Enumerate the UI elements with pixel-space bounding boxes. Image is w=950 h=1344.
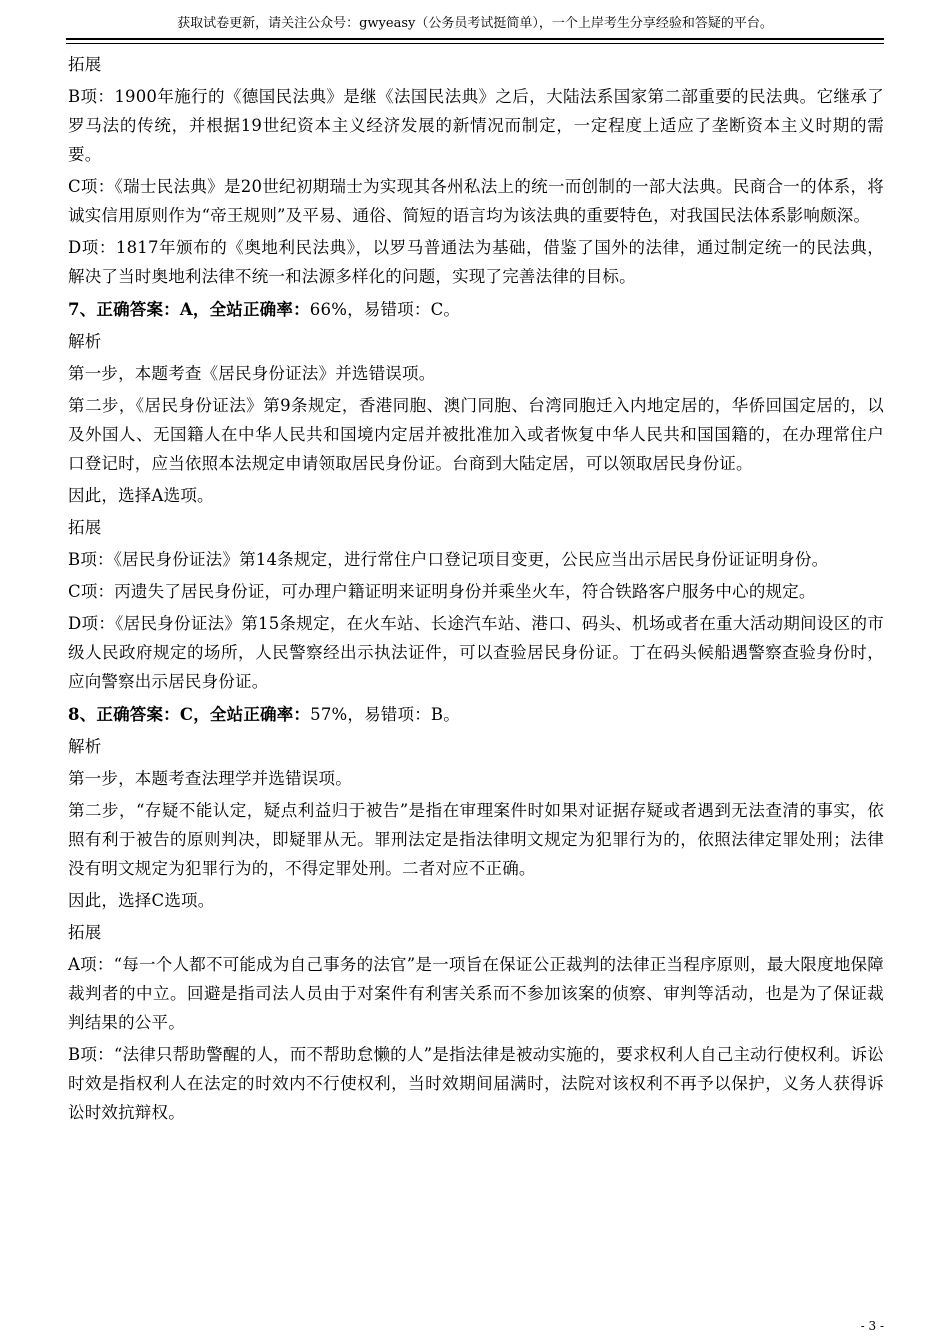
option-d-paragraph: D项：1817年颁布的《奥地利民法典》，以罗马普通法为基础，借鉴了国外的法律，通过制定统一的民法典，解决了当时奥地利法律不统一和法源多样化的问题，实现了完善法律的目标。 (68, 238, 884, 286)
analysis-heading: 解析 (68, 737, 102, 756)
option-c-paragraph: C项：丙遗失了居民身份证，可办理户籍证明来证明身份并乘坐火车，符合铁路客户服务中心的规定。 (68, 582, 816, 601)
page-number: - 3 - (860, 1319, 884, 1333)
option-d-paragraph: D项：《居民身份证法》第15条规定，在火车站、长途汽车站、港口、码头、机场或者在重大活动期间设区的市级人民政府规定的场所，人民警察经出示执法证件，可以查验居民身份证。丁在码头候船遇警察查验身份时，应向警察出示居民身份证。 (68, 614, 884, 691)
option-b-paragraph: B项：《居民身份证法》第14条规定，进行常住户口登记项目变更，公民应当出示居民身份证证明身份。 (68, 550, 829, 569)
question-8-answer-stats: 57%，易错项：B。 (310, 705, 460, 724)
analysis-heading: 解析 (68, 332, 102, 351)
question-7-answer (68, 295, 884, 324)
analysis-step-2: 第二步，“存疑不能认定，疑点利益归于被告”是指在审理案件时如果对证据存疑或者遇到无法查清的事实，依照有利于被告的原则判决，即疑罪从无。罪刑法定是指法律明文规定为犯罪行为的，依照法律定罪处刑；法律没有明文规定为犯罪行为的，不得定罪处刑。二者对应不正确。 (68, 801, 884, 878)
page-header: 获取试卷更新，请关注公众号：gwyeasy（公务员考试挺简单），一个上岸考生分享经验和答疑的平台。 (177, 16, 773, 31)
extension-heading: 拓展 (68, 518, 102, 537)
option-a-paragraph: A项：“每一个人都不可能成为自己事务的法官”是一项旨在保证公正裁判的法律正当程序原则，最大限度地保障裁判者的中立。回避是指司法人员由于对案件有利害关系而不参加该案的侦察、审判等活动，也是为了保证裁判结果的公平。 (68, 955, 884, 1032)
analysis-step-1: 第一步，本题考查《居民身份证法》并选错误项。 (68, 364, 436, 383)
question-7-answer-label: 7、正确答案：A，全站正确率： (68, 300, 310, 319)
analysis-conclusion: 因此，选择C选项。 (68, 891, 215, 910)
extension-heading: 拓展 (68, 55, 102, 74)
option-b-paragraph: B项：“法律只帮助警醒的人，而不帮助怠懒的人”是指法律是被动实施的，要求权利人自己主动行使权利。诉讼时效是指权利人在法定的时效内不行使权利，当时效期间届满时，法院对该权利不再予以保护，义务人获得诉讼时效抗辩权。 (68, 1045, 884, 1122)
question-8-answer (68, 700, 884, 729)
analysis-step-1: 第一步，本题考查法理学并选错误项。 (68, 769, 352, 788)
analysis-step-2: 第二步，《居民身份证法》第9条规定，香港同胞、澳门同胞、台湾同胞迁入内地定居的，华侨回国定居的，以及外国人、无国籍人在中华人民共和国境内定居并被批准加入或者恢复中华人民共和国国籍的，在办理常住户口登记时，应当依照本法规定申请领取居民身份证。台商到大陆定居，可以领取居民身份证。 (68, 396, 884, 473)
extension-heading: 拓展 (68, 923, 102, 942)
analysis-conclusion: 因此，选择A选项。 (68, 486, 214, 505)
question-8-answer-label: 8、正确答案：C，全站正确率： (68, 705, 311, 724)
header-divider (66, 38, 884, 44)
question-7-answer-stats: 66%，易错项：C。 (309, 300, 461, 319)
option-b-paragraph: B项：1900年施行的《德国民法典》是继《法国民法典》之后，大陆法系国家第二部重要的民法典。它继承了罗马法的传统，并根据19世纪资本主义经济发展的新情况而制定，一定程度上适应了垄断资本主义时期的需要。 (68, 87, 884, 164)
document-body (68, 50, 884, 1130)
option-c-paragraph: C项：《瑞士民法典》是20世纪初期瑞士为实现其各州私法上的统一而创制的一部大法典。民商合一的体系，将诚实信用原则作为“帝王规则”及平易、通俗、简短的语言均为该法典的重要特色，对我国民法体系影响颇深。 (68, 177, 884, 225)
